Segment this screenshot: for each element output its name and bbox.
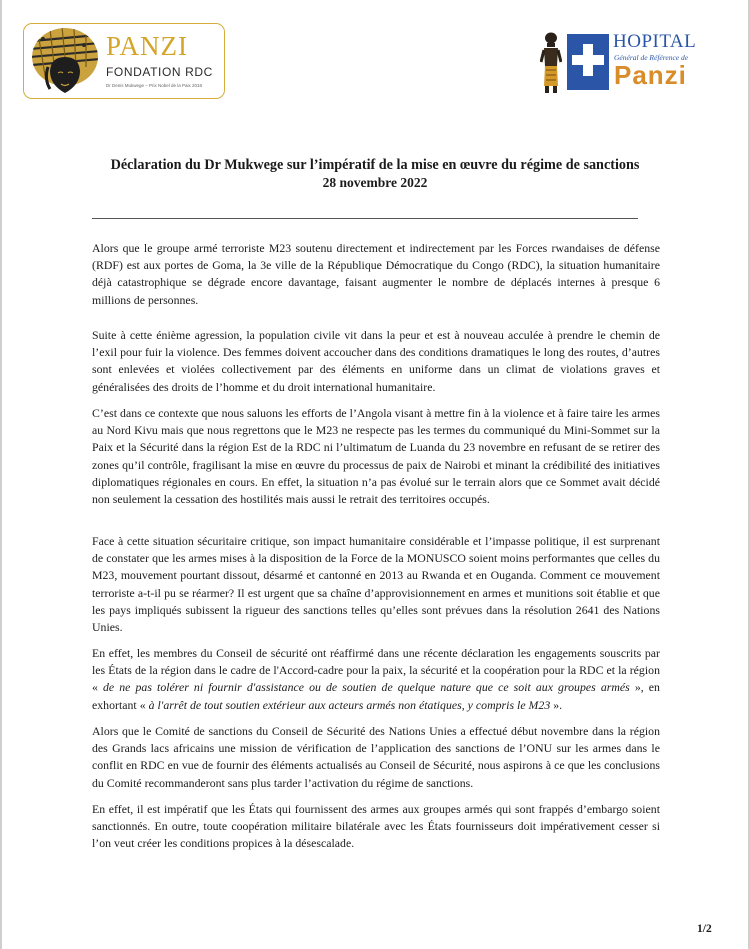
paragraph-5-quote-1: de ne pas tolérer ni fournir d'assistance ou de soutien de quelque nature que ce soit aux groupes armés	[103, 680, 630, 695]
hospital-logo	[540, 32, 710, 94]
hospital-title: HOPITAL	[613, 31, 697, 52]
paragraph-1: Alors que le groupe armé terroriste M23 soutenu directement et indirectement par les Forces rwandaises de défense (RDF) est aux portes de Goma, la 3e ville de la République Démocratique du Congo (RDC), la situation humanitaire déjà catastrophique se dégrade encore davantage, faisant augmenter le nombre de déplacés internes à presque 6 millions de personnes.	[92, 241, 660, 307]
panzi-foundation-logo	[23, 23, 225, 99]
document-title: Déclaration du Dr Mukwege sur l’impératif de la mise en œuvre du régime de sanctions	[110, 157, 640, 173]
paragraph-5-text-start: En effet, les membres du Conseil de sécurité ont réaffirmé dans une récente déclaration les engagements souscrits par les États de la région dans le cadre de l'Accord-cadre pour la paix, la sécurité et la coopération pour la RDC et la région «	[92, 646, 660, 695]
paragraph-7: En effet, il est impératif que les États qui fournissent des armes aux groupes armés qui sont frappés d’embargo soient sanctionnés. En outre, toute coopération militaire bilatérale avec les États fournisseurs doit impérativement cesser si l’on veut créer les conditions propices à la désescalade.	[92, 802, 660, 851]
title-divider	[92, 218, 638, 219]
hospital-subtitle: Général de Référence de	[614, 53, 689, 62]
medical-cross-icon	[567, 34, 609, 90]
paragraph-2: Suite à cette énième agression, la population civile vit dans la peur et est à nouveau acculée à prendre le chemin de l’exil pour fuir la violence. Des femmes doivent accoucher dans des conditions dramatiques le long des routes, d’autres sont enlevées et violées collectivement par des éléments en uniforme dans un climat de violations graves et généralisées des droits de l’homme et du droit international humanitaire.	[92, 328, 660, 394]
paragraph-5-quote-2: à l'arrêt de tout soutien extérieur aux acteurs armés non étatiques, y compris le M23	[148, 697, 551, 712]
paragraph-5	[92, 645, 660, 714]
page-edge-left	[0, 0, 2, 949]
paragraph-5-text-mid: », en exhortant «	[92, 680, 660, 712]
paragraph-6: Alors que le Comité de sanctions du Conseil de Sécurité des Nations Unies a effectué début novembre dans la région des Grands lacs africains une mission de vérification de l’application des sanctions de l’ONU sur les armes dans le conflit en RDC en vue de fournir des éléments actualisés au Conseil de Sécurité, nous aspirons à ce que les conclusions du Comité recommanderont sans plus tarder l’activation du régime de sanctions.	[92, 724, 660, 790]
foundation-name: PANZI	[106, 31, 189, 61]
page-number: 1/2	[697, 923, 712, 935]
paragraph-5-text-end: ».	[550, 697, 563, 712]
woman-portrait-icon	[28, 27, 102, 95]
paragraph-3: C’est dans ce contexte que nous saluons les efforts de l’Angola visant à mettre fin à la violence et à faire taire les armes au Nord Kivu mais que nous regrettons que le M23 ne respecte pas les termes du communiqué du Mini-Sommet sur la Paix et la Sécurité dans la région Est de la RDC ni l’ultimatum de Luanda du 23 novembre en refusant de se retirer des zones qu’il contrôle, fragilisant la mise en œuvre du processus de paix de Nairobi et minant la crédibilité des initiatives diplomatiques régionales en cours. En effet, la situation n’a pas évolué sur le terrain alors que ce Sommet avait décidé non seulement la cessation des hostilités mais aussi le retrait des territoires occupés.	[92, 406, 660, 507]
document-date: 28 novembre 2022	[322, 175, 428, 190]
paragraph-4: Face à cette situation sécuritaire critique, son impact humanitaire considérable et l’impasse politique, il est surprenant de constater que les armes mises à la disposition de la Force de la MONUSCO soient moins performantes que celles du M23, mouvement pourtant dissout, désarmé et cantonné en 2013 au Rwanda et en Ouganda. Comment ce mouvement terroriste a-t-il pu se réarmer? Il est urgent que sa chaîne d’approvisionnement en armes et munitions soit établie et que les pays impliqués subissent la rigueur des sanctions telles qu’elles sont prévues dans la résolution 2641 des Nations Unies.	[92, 534, 660, 635]
foundation-tagline: Dr Denis Mukwege – Prix Nobel de la Paix 2018	[106, 83, 203, 88]
foundation-subtitle: FONDATION RDC	[106, 65, 213, 79]
hospital-cross-box	[567, 34, 609, 90]
statue-figure-icon	[540, 32, 562, 94]
hospital-name: Panzi	[614, 60, 687, 90]
